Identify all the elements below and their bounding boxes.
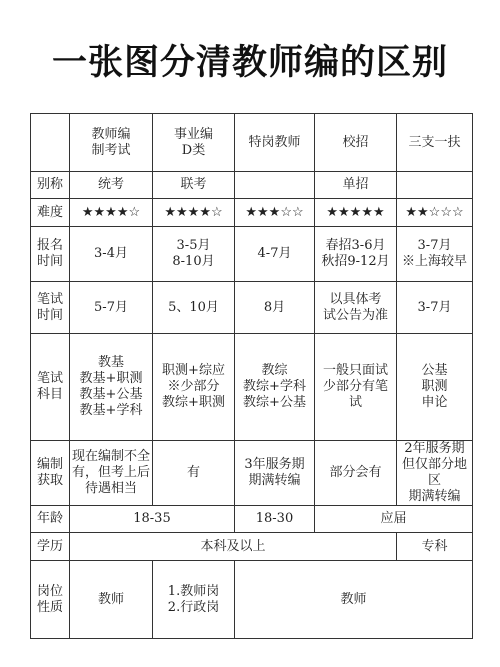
difficulty-stars: ★★★★☆ xyxy=(70,199,153,227)
position-cell: 1.教师岗 2.行政岗 xyxy=(153,561,235,639)
establishment-cell: 2年服务期 但仅部分地区 期满转编 xyxy=(397,441,473,506)
row-written-subject xyxy=(31,334,473,441)
header-teacher-exam: 教师编 制考试 xyxy=(70,114,153,172)
alias-cell xyxy=(235,172,315,199)
written-time-cell: 3-7月 xyxy=(397,282,473,334)
header-sanzhi-yifu: 三支一扶 xyxy=(397,114,473,172)
row-label-alias: 别称 xyxy=(31,172,70,199)
written-subject-cell: 教基 教基+职测 教基+公基 教基+学科 xyxy=(70,334,153,441)
registration-cell: 3-7月 ※上海较早 xyxy=(397,227,473,282)
header-row xyxy=(31,114,473,172)
row-label-education: 学历 xyxy=(31,533,70,561)
alias-cell: 统考 xyxy=(70,172,153,199)
written-subject-cell: 一般只面试 少部分有笔试 xyxy=(315,334,397,441)
header-public-institution-d: 事业编 D类 xyxy=(153,114,235,172)
establishment-cell: 3年服务期 期满转编 xyxy=(235,441,315,506)
row-label-written-subject: 笔试 科目 xyxy=(31,334,70,441)
difficulty-stars: ★★★☆☆ xyxy=(235,199,315,227)
header-campus-recruit: 校招 xyxy=(315,114,397,172)
difficulty-stars: ★★☆☆☆ xyxy=(397,199,473,227)
age-cell: 应届 xyxy=(315,506,473,533)
row-label-written-time: 笔试 时间 xyxy=(31,282,70,334)
position-cell: 教师 xyxy=(70,561,153,639)
written-time-cell: 8月 xyxy=(235,282,315,334)
header-corner xyxy=(31,114,70,172)
row-label-age: 年龄 xyxy=(31,506,70,533)
row-label-establishment: 编制 获取 xyxy=(31,441,70,506)
registration-cell: 3-4月 xyxy=(70,227,153,282)
registration-cell: 春招3-6月 秋招9-12月 xyxy=(315,227,397,282)
written-time-cell: 5、10月 xyxy=(153,282,235,334)
difficulty-stars: ★★★★★ xyxy=(315,199,397,227)
written-time-cell: 5-7月 xyxy=(70,282,153,334)
row-registration xyxy=(31,227,473,282)
header-special-post-teacher: 特岗教师 xyxy=(235,114,315,172)
row-written-time xyxy=(31,282,473,334)
registration-cell: 4-7月 xyxy=(235,227,315,282)
position-cell: 教师 xyxy=(235,561,473,639)
difficulty-stars: ★★★★☆ xyxy=(153,199,235,227)
row-education xyxy=(31,533,473,561)
row-establishment xyxy=(31,441,473,506)
education-cell: 本科及以上 xyxy=(70,533,397,561)
alias-cell: 单招 xyxy=(315,172,397,199)
page-title: 一张图分清教师编的区别 xyxy=(51,43,448,83)
alias-cell xyxy=(397,172,473,199)
row-position xyxy=(31,561,473,639)
alias-cell: 联考 xyxy=(153,172,235,199)
written-subject-cell: 教综 教综+学科 教综+公基 xyxy=(235,334,315,441)
comparison-table xyxy=(30,113,473,639)
establishment-cell: 现在编制不全 有，但考上后 待遇相当 xyxy=(70,441,153,506)
row-age xyxy=(31,506,473,533)
written-subject-cell: 公基 职测 申论 xyxy=(397,334,473,441)
establishment-cell: 部分会有 xyxy=(315,441,397,506)
age-cell: 18-35 xyxy=(70,506,235,533)
written-subject-cell: 职测+综应 ※少部分 教综+职测 xyxy=(153,334,235,441)
row-label-difficulty: 难度 xyxy=(31,199,70,227)
education-cell: 专科 xyxy=(397,533,473,561)
row-alias xyxy=(31,172,473,199)
row-label-position: 岗位 性质 xyxy=(31,561,70,639)
written-time-cell: 以具体考 试公告为准 xyxy=(315,282,397,334)
row-difficulty xyxy=(31,199,473,227)
establishment-cell: 有 xyxy=(153,441,235,506)
row-label-registration: 报名 时间 xyxy=(31,227,70,282)
age-cell: 18-30 xyxy=(235,506,315,533)
registration-cell: 3-5月 8-10月 xyxy=(153,227,235,282)
